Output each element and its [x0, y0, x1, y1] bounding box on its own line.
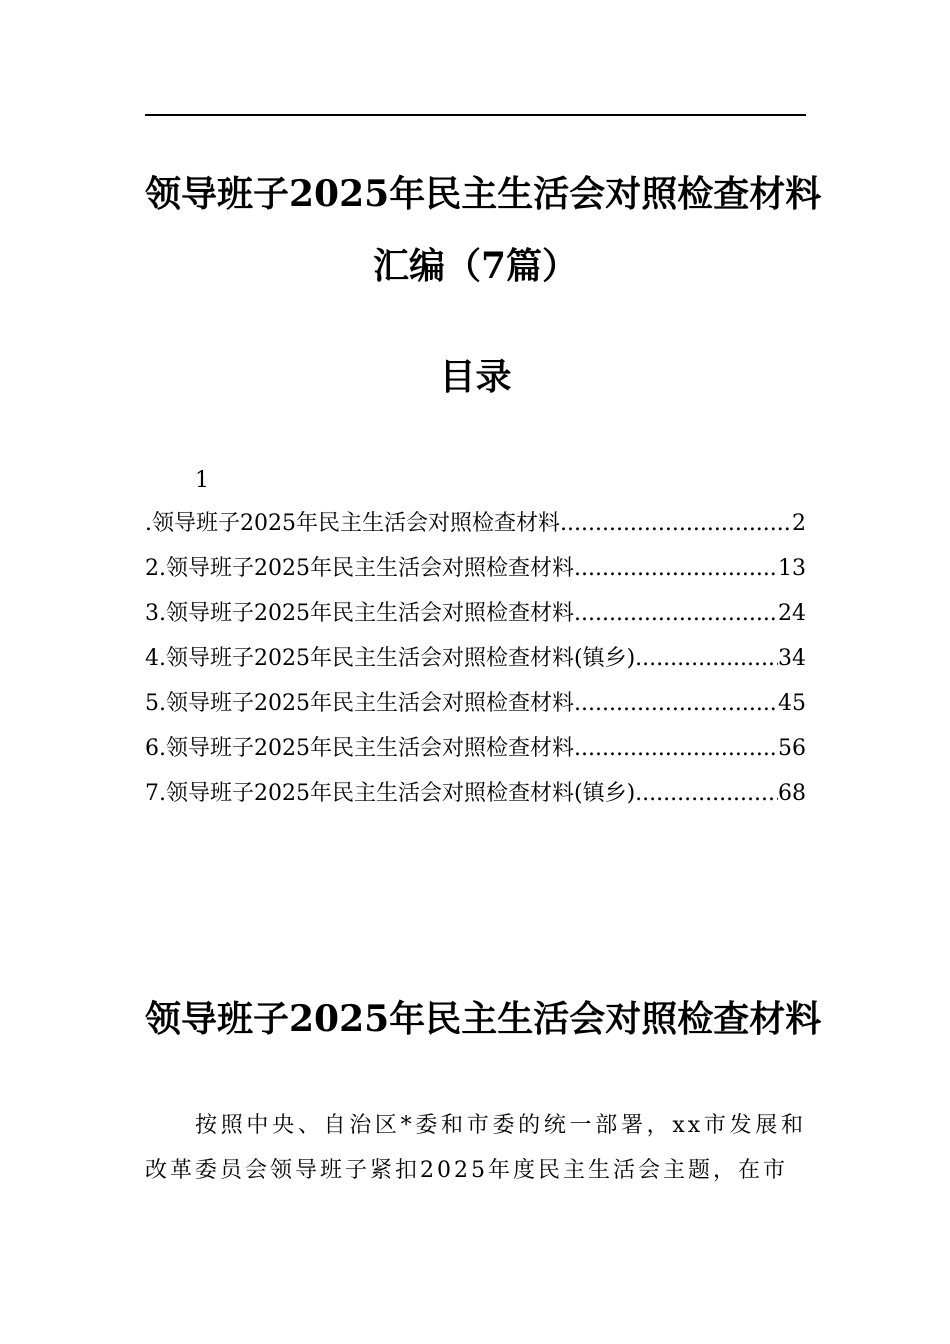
toc-entry-title: 领导班子2025年民主生活会对照检查材料(镇乡) — [166, 646, 636, 671]
toc-entry-4[interactable] — [145, 644, 806, 689]
toc-leader-dots — [635, 644, 778, 674]
body-paragraph: 按照中央、自治区*委和市委的统一部署，xx市发展和改革委员会领导班子紧扣2025年度民主生活会主题，在市 — [145, 1113, 806, 1183]
toc-entry-page: 68 — [778, 781, 806, 806]
document-title-line1: 领导班子2025年民主生活会对照检查材料 — [145, 173, 822, 215]
toc-entry-3[interactable] — [145, 599, 806, 644]
toc-entry-page: 45 — [778, 691, 806, 716]
toc-entry-title: 领导班子2025年民主生活会对照检查材料 — [152, 511, 560, 536]
toc-entry-number: 4. — [145, 646, 166, 671]
toc-leader-dots — [574, 554, 778, 584]
toc-entry-number: 3. — [145, 601, 166, 626]
toc-entry-title: 领导班子2025年民主生活会对照检查材料 — [166, 736, 574, 761]
toc-entry-1[interactable] — [145, 509, 806, 554]
toc-entry-page: 13 — [778, 556, 806, 581]
toc-entry-title: 领导班子2025年民主生活会对照检查材料(镇乡) — [166, 781, 636, 806]
toc-entry-7[interactable] — [145, 779, 806, 824]
section-title: 领导班子2025年民主生活会对照检查材料 — [145, 998, 822, 1040]
toc-entry-title: 领导班子2025年民主生活会对照检查材料 — [166, 691, 574, 716]
toc-entry-page: 34 — [778, 646, 806, 671]
toc-entry-number: 2. — [145, 556, 166, 581]
toc-stray-number: 1 — [195, 468, 209, 493]
toc-entry-number: . — [145, 511, 152, 536]
toc-heading: 目录 — [439, 356, 512, 398]
toc-leader-dots — [635, 779, 778, 809]
toc-entry-number: 7. — [145, 781, 166, 806]
document-title-line2: 汇编（7篇） — [372, 245, 579, 287]
toc-entry-2[interactable] — [145, 554, 806, 599]
toc-leader-dots — [574, 734, 778, 764]
table-of-contents — [145, 509, 806, 824]
toc-entry-6[interactable] — [145, 734, 806, 779]
toc-entry-page: 24 — [778, 601, 806, 626]
toc-entry-number: 5. — [145, 691, 166, 716]
toc-entry-number: 6. — [145, 736, 166, 761]
toc-entry-page: 56 — [778, 736, 806, 761]
toc-leader-dots — [574, 689, 778, 719]
toc-leader-dots — [560, 509, 792, 539]
toc-entry-title: 领导班子2025年民主生活会对照检查材料 — [166, 556, 574, 581]
toc-entry-title: 领导班子2025年民主生活会对照检查材料 — [166, 601, 574, 626]
header-rule — [145, 114, 806, 116]
toc-leader-dots — [574, 599, 778, 629]
toc-entry-5[interactable] — [145, 689, 806, 734]
toc-entry-page: 2 — [792, 511, 806, 536]
